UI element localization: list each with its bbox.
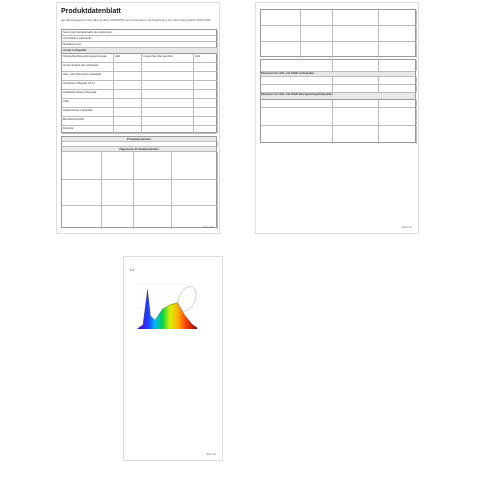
table-cell: [142, 99, 194, 107]
page-subtitle: gemäß Delegierter Verordnung (EU) 2019/2015 der Kommission zur Ergänzung der Verordnung (EU) 2017/1369: [61, 18, 211, 22]
table-cell: [194, 117, 218, 125]
section-header: Parameter für LED- und OLED-Lichtquellen: [261, 72, 415, 77]
table-row: [62, 90, 216, 99]
table-row: [261, 10, 415, 26]
table-cell: [333, 10, 379, 25]
section-header: Allgemeine Produktparameter: [62, 147, 216, 152]
table-cell: [379, 85, 417, 92]
table-cell: [333, 126, 379, 144]
table-cell: [379, 60, 417, 71]
table-cell: [261, 26, 301, 41]
section-header: Produktparameter: [62, 137, 216, 142]
table-cell: [172, 152, 218, 179]
table-cell: [379, 42, 417, 58]
table-cell: Dimmbar: [62, 126, 114, 133]
info-block-3: [130, 397, 218, 421]
spectrum-area: [137, 289, 197, 329]
table-cell: [142, 81, 194, 89]
spectrum-title: Lx: [130, 267, 135, 272]
table-cell: [172, 180, 218, 205]
table-cell: GLS: [194, 54, 218, 62]
table-cell: [194, 90, 218, 98]
table-cell: [261, 126, 333, 144]
table-cell: [134, 180, 172, 205]
table-cell: [261, 85, 333, 92]
table-row: [62, 63, 216, 72]
datasheet-page-2: [255, 2, 419, 234]
table-cell: [194, 108, 218, 116]
table-cell: Art der Sockels der Lichtquelle: [62, 63, 114, 71]
table-row: [62, 81, 216, 90]
table-cell: [333, 26, 379, 41]
table-cell: [194, 126, 218, 133]
spectrum-chart: [132, 279, 202, 334]
table-cell: [194, 63, 218, 71]
parameters-table-middle: [260, 59, 416, 99]
table-cell: Farbabstimmbare Lichtquelle: [62, 90, 114, 98]
section-header: Parameter für LED- und OLED-Netzspannungslichtquellen: [261, 93, 415, 100]
table-cell: Blendschutzschild: [62, 117, 114, 125]
table-row: [62, 108, 216, 117]
page-number: Seite 2/3: [401, 226, 412, 229]
table-row: [261, 42, 415, 58]
table-cell: [333, 100, 379, 107]
table-cell: [261, 100, 333, 107]
table-cell: [379, 77, 417, 84]
table-row: [261, 85, 415, 93]
table-row: [261, 100, 415, 108]
table-cell: [114, 108, 142, 116]
table-cell: [333, 42, 379, 58]
table-cell: Netz- oder Nicht-Netz-Lichtquelle: [62, 72, 114, 80]
page-number: Seite 3/3: [205, 453, 216, 456]
table-cell: [134, 206, 172, 229]
table-cell: [333, 108, 379, 125]
table-cell: [134, 152, 172, 179]
table-cell: Verwendete Beleuchtungstechnologie: [62, 54, 114, 62]
table-cell: [261, 10, 301, 25]
page-number: Seite 1/3: [202, 226, 213, 229]
parameters-table-top: [260, 9, 416, 57]
table-row: [261, 26, 415, 42]
table-cell: [142, 108, 194, 116]
table-cell: [102, 152, 134, 179]
table-cell: [301, 42, 333, 58]
table-row: [261, 60, 415, 72]
table-cell: [62, 206, 102, 229]
light-source-table: [61, 53, 217, 133]
info-block-1: [130, 337, 218, 361]
table-row: [261, 77, 415, 85]
table-cell: [261, 42, 301, 58]
table-cell: Name oder Handelsmarke des Lieferanten:: [62, 30, 218, 35]
table-cell: [142, 126, 194, 133]
table-cell: [114, 81, 142, 89]
table-cell: [301, 10, 333, 25]
table-cell: [301, 26, 333, 41]
table-cell: [114, 117, 142, 125]
table-cell: [261, 77, 333, 84]
table-row: [62, 180, 216, 206]
table-row: [62, 72, 216, 81]
datasheet-page-3: [123, 256, 223, 461]
table-cell: [379, 26, 417, 41]
table-cell: Ungerichtet oder gerichtet: [142, 54, 194, 62]
table-cell: Modellkennung:: [62, 42, 218, 47]
table-row: [62, 99, 216, 108]
table-cell: [194, 81, 218, 89]
table-cell: Anschrift des Lieferanten:: [62, 36, 218, 41]
datasheet-page-1: [56, 2, 220, 234]
info-line: [130, 357, 218, 361]
table-cell: [142, 117, 194, 125]
table-row: [261, 126, 415, 144]
table-cell: [333, 85, 379, 92]
table-cell: [114, 99, 142, 107]
table-cell: [114, 72, 142, 80]
table-cell: [142, 63, 194, 71]
table-cell: LED: [114, 54, 142, 62]
table-cell: [142, 72, 194, 80]
table-cell: [62, 152, 102, 179]
page-title: Produktdatenblatt: [61, 8, 121, 15]
table-cell: [102, 206, 134, 229]
table-cell: [379, 100, 417, 107]
info-line: [130, 417, 218, 421]
table-cell: [194, 99, 218, 107]
table-cell: [62, 180, 102, 205]
info-line: [130, 387, 218, 391]
table-cell: [102, 180, 134, 205]
table-row: [62, 152, 216, 180]
table-row: [62, 206, 216, 229]
table-cell: [379, 126, 417, 144]
parameters-table-bottom: [260, 99, 416, 143]
table-row: [261, 108, 415, 126]
table-cell: [333, 60, 379, 71]
table-row: [62, 126, 216, 134]
supplier-table: [61, 29, 217, 53]
table-cell: [261, 60, 333, 71]
table-cell: [62, 142, 218, 146]
table-row: [62, 117, 216, 126]
table-cell: [194, 72, 218, 80]
table-cell: Art der Lichtquelle:: [62, 48, 218, 53]
info-block-2: [130, 367, 218, 391]
table-cell: [261, 108, 333, 125]
table-cell: [379, 10, 417, 25]
table-cell: Hülle: [62, 99, 114, 107]
table-cell: [142, 90, 194, 98]
table-row: [62, 54, 216, 63]
product-parameters-table: [61, 136, 217, 228]
table-cell: Vernetzte Lichtquelle (CLS): [62, 81, 114, 89]
table-cell: [114, 90, 142, 98]
table-cell: [379, 108, 417, 125]
table-cell: [333, 77, 379, 84]
table-cell: [114, 63, 142, 71]
table-cell: [114, 126, 142, 133]
table-cell: Hochluminanz-Lichtquelle: [62, 108, 114, 116]
